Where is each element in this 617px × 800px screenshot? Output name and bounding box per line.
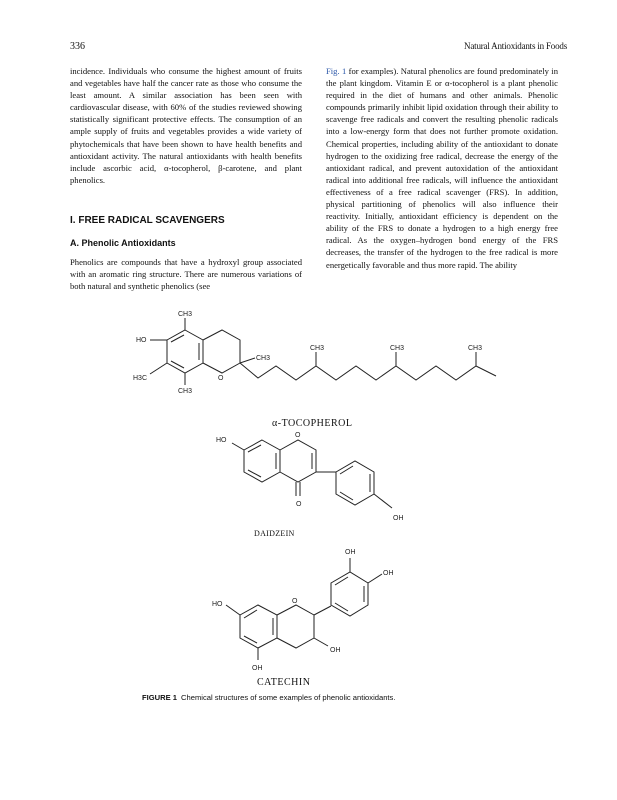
atom-label: OH: [393, 515, 404, 522]
atom-label: CH3: [468, 345, 483, 352]
daidzein-structure: [232, 440, 392, 508]
tocopherol-label: α-TOCOPHEROL: [272, 418, 353, 429]
atom-label: O: [296, 501, 302, 508]
atom-label: CH3: [256, 355, 271, 362]
paragraph: incidence. Individuals who consume the highest amount of fruits and vegetables have half the cancer rate as those who consume the least amount. A similar association has been seen with cardiovascular disease, with 60% of the studies reviewed showing statistically significant protective effects. The consumption of an ample supply of fruits and vegetables provides a wide variety of phytochemicals that have been shown to have health benefits and antioxidant activity. The natural antioxidants with health benefits include ascorbic acid, α-tocopherol, β-carotene, and plant phenolics.: [70, 66, 302, 185]
atom-label: O: [218, 375, 224, 382]
caption-label: FIGURE 1: [142, 693, 178, 702]
atom-label: O: [292, 598, 298, 605]
atom-label: CH3: [178, 388, 193, 395]
atom-label: HO: [216, 437, 227, 444]
running-head: Natural Antioxidants in Foods: [464, 41, 567, 51]
catechin-structure: [226, 558, 382, 660]
paragraph: [326, 65, 558, 271]
atom-label: H3C: [133, 375, 148, 382]
atom-label: OH: [383, 570, 394, 577]
paragraph-text: for examples). Natural phenolics are found predominately in the plant kingdom. Vitamin E or α-tocopherol is a plant phenolic required in the diet of humans and other animals. Phenolic compounds primarily inhibit lipid oxidation through their ability to scavenge free radicals and convert the resulting phenolic radicals into a low-energy form that does not further promote oxidation. Chemical properties, including ability of the antioxidant to donate hydrogen to the oxidizing free radical, decrease the energy of the antioxidant radical, and prevent autoxidation of the antioxidant radical into additional free radicals, will influence the antioxidant effectiveness of a free radical scavenger (FRS). In addition, physical partitioning of phenolics will also influence their reactivity. Initially, antioxidant efficiency is dependent on the ability of the FRS to donate a hydrogen to a high energy free radical. As the oxygen–hydrogen bond energy of the FRS decreases, the transfer of the hydrogen to the free radical is more energetically favorable and thus more rapid. The ability: [326, 66, 558, 270]
catechin-label: CATECHIN: [257, 677, 311, 688]
section-heading: I. FREE RADICAL SCAVENGERS: [70, 215, 225, 226]
atom-label: O: [295, 432, 301, 439]
atom-label: CH3: [310, 345, 325, 352]
atom-label: OH: [345, 549, 356, 556]
daidzein-label: DAIDZEIN: [254, 529, 295, 538]
caption-text: Chemical structures of some examples of phenolic antioxidants.: [181, 693, 396, 702]
atom-label: HO: [212, 601, 223, 608]
chemical-structures-diagram: [0, 300, 617, 700]
atom-label: CH3: [390, 345, 405, 352]
right-column: [326, 65, 558, 271]
page-number: 336: [70, 41, 85, 52]
paragraph: Phenolics are compounds that have a hydroxyl group associated with an aromatic ring structure. There are numerous variations of both natural and synthetic phenolics (see: [70, 257, 302, 292]
atom-label: HO: [136, 337, 147, 344]
figure-caption: [142, 693, 395, 702]
daidzein-atom-labels: [216, 432, 404, 522]
atom-label: CH3: [178, 311, 193, 318]
atom-label: OH: [252, 665, 263, 672]
catechin-atom-labels: [212, 549, 394, 672]
atom-label: OH: [330, 647, 341, 654]
figure-1: [0, 300, 617, 720]
figure-link[interactable]: Fig. 1: [326, 66, 347, 76]
left-column: [70, 65, 302, 292]
subsection-heading: A. Phenolic Antioxidants: [70, 238, 176, 249]
